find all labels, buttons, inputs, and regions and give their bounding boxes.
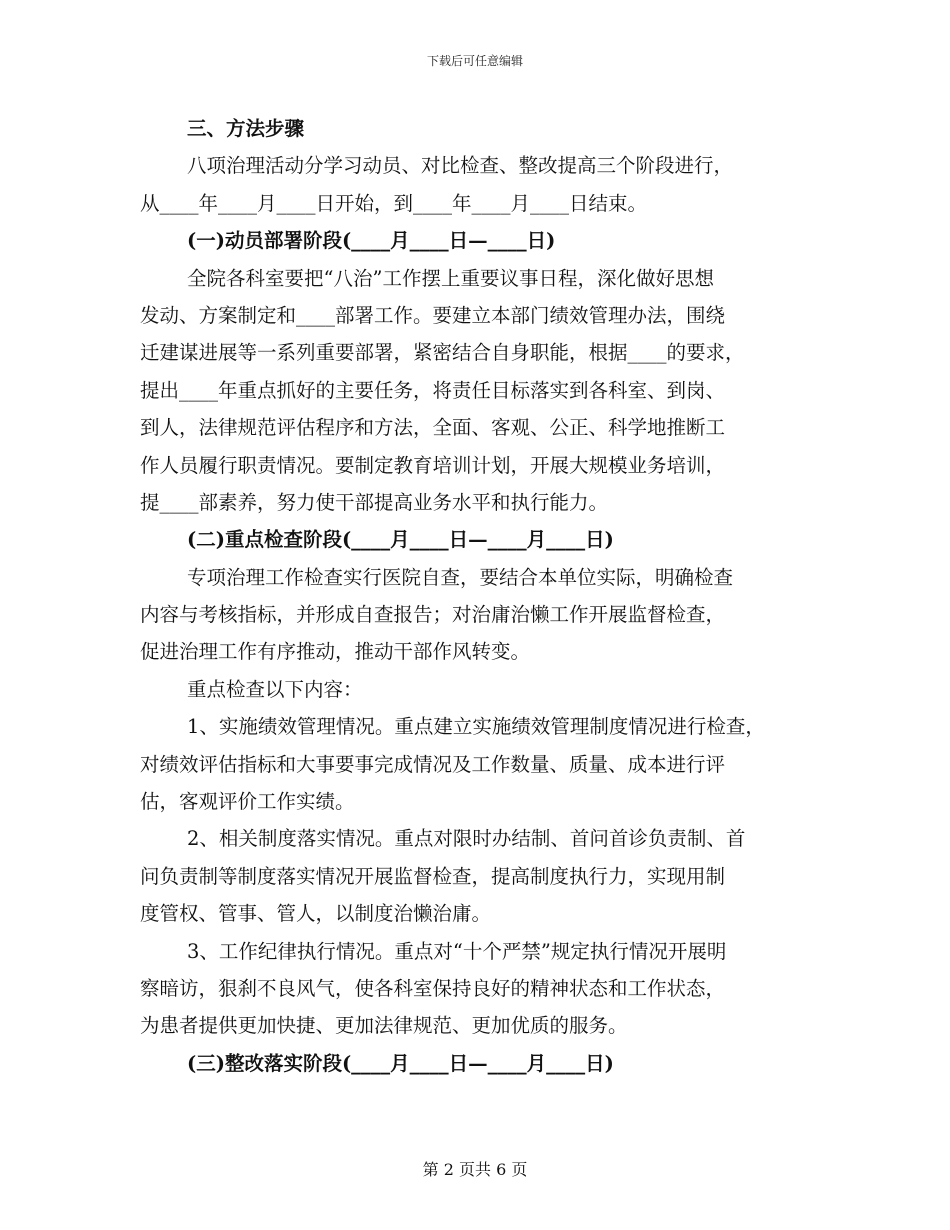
page-header: 下载后可任意编辑 <box>426 54 523 68</box>
list-item-1: 1、实施绩效管理情况。重点建立实施绩效管理制度情况进行检查， <box>187 715 765 739</box>
subsection-heading-mobilization: (一)动员部署阶段(____月____日—____日) <box>187 229 556 253</box>
document-body <box>140 110 820 1082</box>
subsection-heading-inspection: (二)重点检查阶段(____月____日—____月____日) <box>187 528 614 552</box>
paragraph-line: 提出____年重点抓好的主要任务，将责任目标落实到各科室、到岗、 <box>140 378 726 402</box>
list-item-2: 2、相关制度落实情况。重点对限时办结制、首问首诊负责制、首 <box>187 827 746 851</box>
paragraph-line: 度管权、管事、管人，以制度治懒治庸。 <box>140 902 492 926</box>
paragraph-line: 促进治理工作有序推动，推动干部作风转变。 <box>140 640 531 664</box>
paragraph-line: 问负责制等制度落实情况开展监督检查，提高制度执行力，实现用制 <box>140 864 726 888</box>
paragraph-line: 作人员履行职责情况。要制定教育培训计划，开展大规模业务培训， <box>140 453 726 477</box>
paragraph-line: 专项治理工作检查实行医院自查，要结合本单位实际，明确检查 <box>187 565 734 589</box>
subsection-heading-rectification: (三)整改落实阶段(____月____日—____月____日) <box>187 1051 614 1075</box>
section-heading-methods: 三、方法步骤 <box>187 117 305 140</box>
paragraph-line: 发动、方案制定和____部署工作。要建立本部门绩效管理办法，围绕 <box>140 303 726 327</box>
paragraph-line: 为患者提供更加快捷、更加法律规范、更加优质的服务。 <box>140 1014 628 1038</box>
page-footer: 第 2 页共 6 页 <box>422 1160 528 1179</box>
paragraph-line: 提____部素养，努力使干部提高业务水平和执行能力。 <box>140 490 609 514</box>
paragraph-line: 从____年____月____日开始，到____年____月____日结束。 <box>140 191 648 215</box>
paragraph-line: 八项治理活动分学习动员、对比检查、整改提高三个阶段进行， <box>187 154 734 178</box>
paragraph-line: 迁建谋进展等一系列重要部署，紧密结合自身职能，根据____的要求， <box>140 341 745 365</box>
paragraph-line: 全院各科室要把“八治”工作摆上重要议事日程，深化做好思想 <box>187 266 714 290</box>
paragraph-line: 内容与考核指标，并形成自查报告；对治庸治懒工作开展监督检查， <box>140 603 726 627</box>
paragraph-line: 估，客观评价工作实绩。 <box>140 790 355 814</box>
paragraph-line: 察暗访，狠刹不良风气，使各科室保持良好的精神状态和工作状态， <box>140 976 726 1000</box>
paragraph-line: 对绩效评估指标和大事要事完成情况及工作数量、质量、成本进行评 <box>140 752 726 776</box>
paragraph-line: 到人，法律规范评估程序和方法，全面、客观、公正、科学地推断工 <box>140 416 726 440</box>
paragraph-line: 重点检查以下内容： <box>187 677 363 701</box>
list-item-3: 3、工作纪律执行情况。重点对“十个严禁”规定执行情况开展明 <box>187 939 727 963</box>
